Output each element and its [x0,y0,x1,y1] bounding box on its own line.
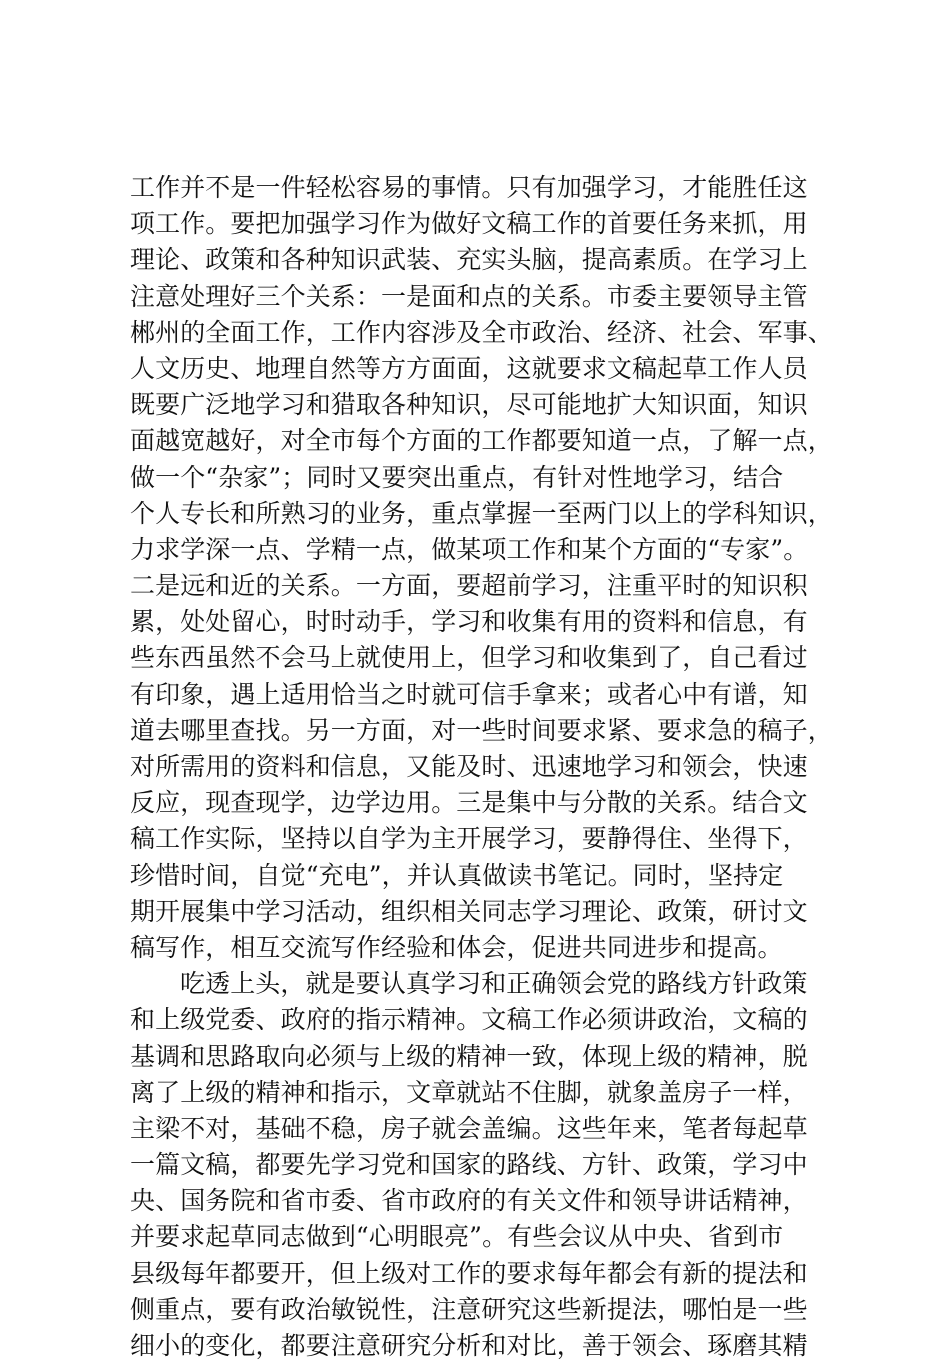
text-line: 吃透上头，就是要认真学习和正确领会党的路线方针政策 [180,969,808,999]
text-line: 县级每年都要开，但上级对工作的要求每年都会有新的提法和 [130,1258,808,1288]
text-line: 基调和思路取向必须与上级的精神一致，体现上级的精神，脱 [130,1041,808,1071]
paragraph-2 [130,966,830,1364]
text-line: 既要广泛地学习和猎取各种知识，尽可能地扩大知识面，知识 [130,390,808,420]
text-line: 稿写作，相互交流写作经验和体会，促进共同进步和提高。 [130,932,783,962]
text-line: 反应，现查现学，边学边用。三是集中与分散的关系。结合文 [130,788,808,818]
text-line: 理论、政策和各种知识武装、充实头脑，提高素质。在学习上 [130,245,808,275]
text-line: 道去哪里查找。另一方面，对一些时间要求紧、要求急的稿子， [130,715,833,745]
text-line: 二是远和近的关系。一方面，要超前学习，注重平时的知识积 [130,571,808,601]
text-line: 个人专长和所熟习的业务，重点掌握一至两门以上的学科知识， [130,498,833,528]
text-line: 项工作。要把加强学习作为做好文稿工作的首要任务来抓，用 [130,209,808,239]
text-line: 面越宽越好，对全市每个方面的工作都要知道一点，了解一点， [130,426,833,456]
text-line: 珍惜时间，自觉“充电”，并认真做读书笔记。同时，坚持定 [130,860,784,890]
text-line: 离了上级的精神和指示，文章就站不住脚，就象盖房子一样， [130,1077,808,1107]
text-line: 对所需用的资料和信息，又能及时、迅速地学习和领会，快速 [130,752,808,781]
text-line: 央、国务院和省市委、省市政府的有关文件和领导讲话精神， [130,1186,808,1216]
body-text [130,170,833,1364]
text-line: 侧重点，要有政治敏锐性，注意研究这些新提法，哪怕是一些 [130,1294,808,1324]
text-line: 工作并不是一件轻松容易的事情。只有加强学习，才能胜任这 [130,173,808,202]
text-line: 细小的变化，都要注意研究分析和对比，善于领会、琢磨其精 [130,1331,808,1360]
text-line: 有印象，遇上适用恰当之时就可信手拿来；或者心中有谱，知 [130,679,808,709]
text-line: 一篇文稿，都要先学习党和国家的路线、方针、政策，学习中 [130,1150,808,1180]
text-line: 做一个“杂家”；同时又要突出重点，有针对性地学习，结合 [130,462,784,492]
paragraph-1 [130,170,833,966]
text-line: 累，处处留心，时时动手，学习和收集有用的资料和信息，有 [130,607,808,637]
text-line: 人文历史、地理自然等方方面面，这就要求文稿起草工作人员 [130,353,808,383]
text-line: 些东西虽然不会马上就使用上，但学习和收集到了，自己看过 [130,643,808,673]
text-line: 主梁不对，基础不稳，房子就会盖编。这些年来，笔者每起草 [130,1113,808,1143]
text-line: 力求学深一点、学精一点，做某项工作和某个方面的“专家”。 [130,534,809,564]
text-line: 注意处理好三个关系：一是面和点的关系。市委主要领导主管 [130,281,808,311]
text-line: 期开展集中学习活动，组织相关同志学习理论、政策，研讨文 [130,896,808,926]
text-line: 郴州的全面工作，工作内容涉及全市政治、经济、社会、军事、 [130,317,833,347]
text-line: 并要求起草同志做到“心明眼亮”。有些会议从中央、省到市 [130,1222,784,1252]
text-line: 和上级党委、政府的指示精神。文稿工作必须讲政治，文稿的 [130,1005,808,1035]
text-line: 稿工作实际，坚持以自学为主开展学习，要静得住、坐得下， [130,824,808,854]
